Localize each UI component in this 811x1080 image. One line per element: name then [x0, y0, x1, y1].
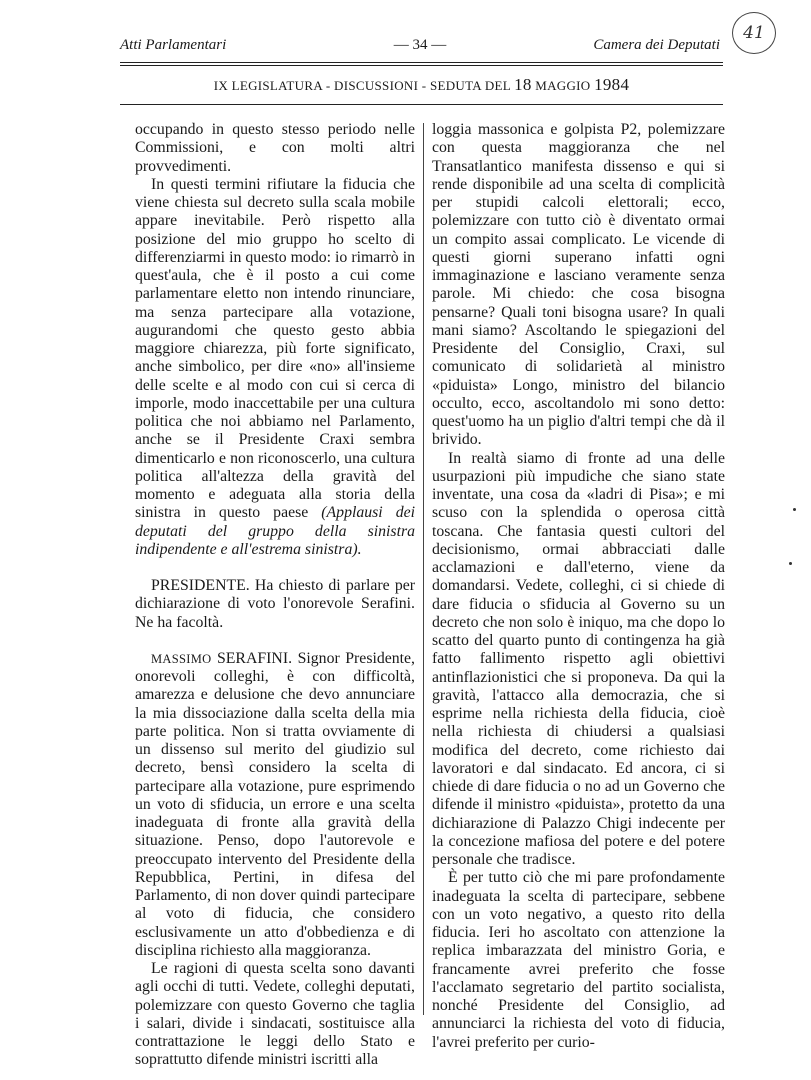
header-chamber: Camera dei Deputati: [593, 37, 720, 53]
paragraph: [135, 176, 415, 559]
scan-speck: [793, 508, 796, 511]
paragraph-text: Signor Presidente, onorevoli colleghi, è con difficoltà, amarezza e delusione che devo annunciare la mia dissociazione dalla scelta della mia parte politica. Non si tratta ovviamente di un dissenso sul merito del giudizio sul decreto, bensì considero la scelta di partecipare alla votazione, pure esprimendo un voto di sfiducia, un errore e una scelta inadeguata di fronte alla gravità della situazione. Penso, dopo l'autorevole e preoccupato intervento del Presidente della Repubblica, Pertini, in difesa del Parlamento, di non dover quindi partecipare al voto di fiducia, che considero esclusivamente un atto d'obbedienza e di disciplina richiesto alla maggioranza.: [135, 649, 416, 959]
president-paragraph: [135, 577, 415, 632]
paragraph: loggia massonica e golpista P2, polemizzare con questa maggioranza che nel Transatlantico manifesta dissenso e qui si rende disponibile ad una scelta di complicità per stupidi calcoli elettorali; ecco, polemizzare con tutto ciò è diventato ormai un compito assai complicato. Le vicende di questi giorni superano infatti ogni immaginazione e lasciano veramente senza parole. Mi chiedo: che cosa bisogna pensarne? Quali toni bisogna usare? In quali mani siamo? Ascoltando le spiegazioni del Presidente del Consiglio, Craxi, sul comunicato di solidarietà al ministro «piduista» Longo, ministro del bilancio occulto, ecco, ascoltandolo mi sono detto: quest'uomo ha un piglio d'altri tempi che dà il brivido.: [432, 121, 725, 449]
session-month: MAGGIO: [535, 78, 591, 93]
paragraph: In realtà siamo di fronte ad una delle usurpazioni più impudiche che siano state inventate, una cosa da «ladri di Pisa»; e mi scuso con la splendida o operosa città toscana. Che fantasia questi cultori del decisionismo, ormai abbracciati dalle acclamazioni e dall'eterno, viene da domandarsi. Vedete, colleghi, ci si chiede di dare fiducia o sfiducia al Governo su un decreto che non solo è iniquo, ma che dopo lo scatto del quarto punto di contingenza ha già fatto fallimento rispetto agli obiettivi antinflazionistici che si proponeva. Da qui la gravità, l'attacco alla democrazia, che si esprime nella richiesta della fiducia, cioè nella richiesta di chiudersi a qualsiasi modifica del decreto, come richiesto dai lavoratori e dal sindacato. Ed ancora, ci si chiede di dare fiducia o no ad un Governo che difende il ministro «piduista», protetto da una dichiarazione di Palazzo Chigi indecente per la concezione mafiosa del potere e del potere personale che tradisce.: [432, 449, 725, 868]
applause-note: (Applausi dei deputati del gruppo della sinistra indipendente e all'estrema sinistra).: [135, 504, 415, 558]
session-label: IX LEGISLATURA - DISCUSSIONI - SEDUTA DEL: [213, 78, 511, 93]
header-publication: Atti Parlamentari: [120, 37, 227, 53]
header-rule-double: [120, 65, 723, 66]
right-column: [432, 121, 725, 1052]
session-subheader: [120, 75, 723, 95]
paragraph-text: Ha chiesto di parlare per dichiarazione di voto l'onorevole Serafini. Ne ha facoltà.: [135, 577, 416, 631]
session-year: 1984: [594, 75, 630, 94]
running-header: [120, 37, 720, 59]
handwritten-page-mark: 41: [732, 12, 776, 54]
speaker-name: PRESIDENTE.: [151, 577, 250, 594]
session-day: 18: [514, 75, 532, 94]
paragraph: Le ragioni di questa scelta sono davanti agli occhi di tutti. Vedete, colleghi deputati, polemizzare con questo Governo che taglia i salari, divide i sindacati, sostituisce alla contrattazione le leggi dello Stato e soprattutto difende ministri iscritti alla: [135, 960, 415, 1069]
scan-speck: [789, 562, 792, 565]
header-rule-top: [120, 62, 723, 63]
speaker-last-name: SERAFINI.: [217, 649, 293, 667]
serafini-paragraph: [135, 650, 415, 960]
paragraph: occupando in questo stesso periodo nelle Commissioni, e con molti altri provvedimenti.: [135, 121, 415, 175]
paragraph: È per tutto ciò che mi pare profondamente inadeguata la scelta di partecipare, sebbene con un voto negativo, a questo rito della fiducia. Ieri ho ascoltato con attenzione la replica imbarazzata del ministro Goria, e francamente avrei preferito che fosse l'acclamato segretario del partito socialista, nonché Presidente del Consiglio, ad annunciarci la richiesta del voto di fiducia, l'avrei preferito per curio-: [432, 869, 725, 1051]
column-divider: [423, 123, 424, 1015]
paragraph-text: In questi termini rifiutare la fiducia che viene chiesta sul decreto sulla scala mobile appare inevitabile. Però rispetto alla posizione del mio gruppo ho scelto di differenziarmi in questo modo: io rimarrò in quest'aula, che è il posto a cui come parlamentare eletto non intendo rinunciare, ma senza partecipare alla votazione, augurandomi che questo gesto abbia maggiore chiarezza, più forte significato, anche simbolico, per dire «no» all'insieme delle scelte e al modo con cui si cerca di imporle, modo inaccettabile per una cultura politica che noi abbiamo nel Parlamento, anche se il Presidente Craxi sembra dimenticarlo e non riconoscerlo, una cultura politica all'altezza della gravità del momento e adeguata alla storia della sinistra in questo paese: [135, 175, 415, 522]
subheader-rule: [120, 104, 723, 105]
page-number: — 34 —: [393, 37, 447, 53]
left-column: [135, 121, 415, 1070]
speaker-first-name: MASSIMO: [151, 651, 212, 666]
